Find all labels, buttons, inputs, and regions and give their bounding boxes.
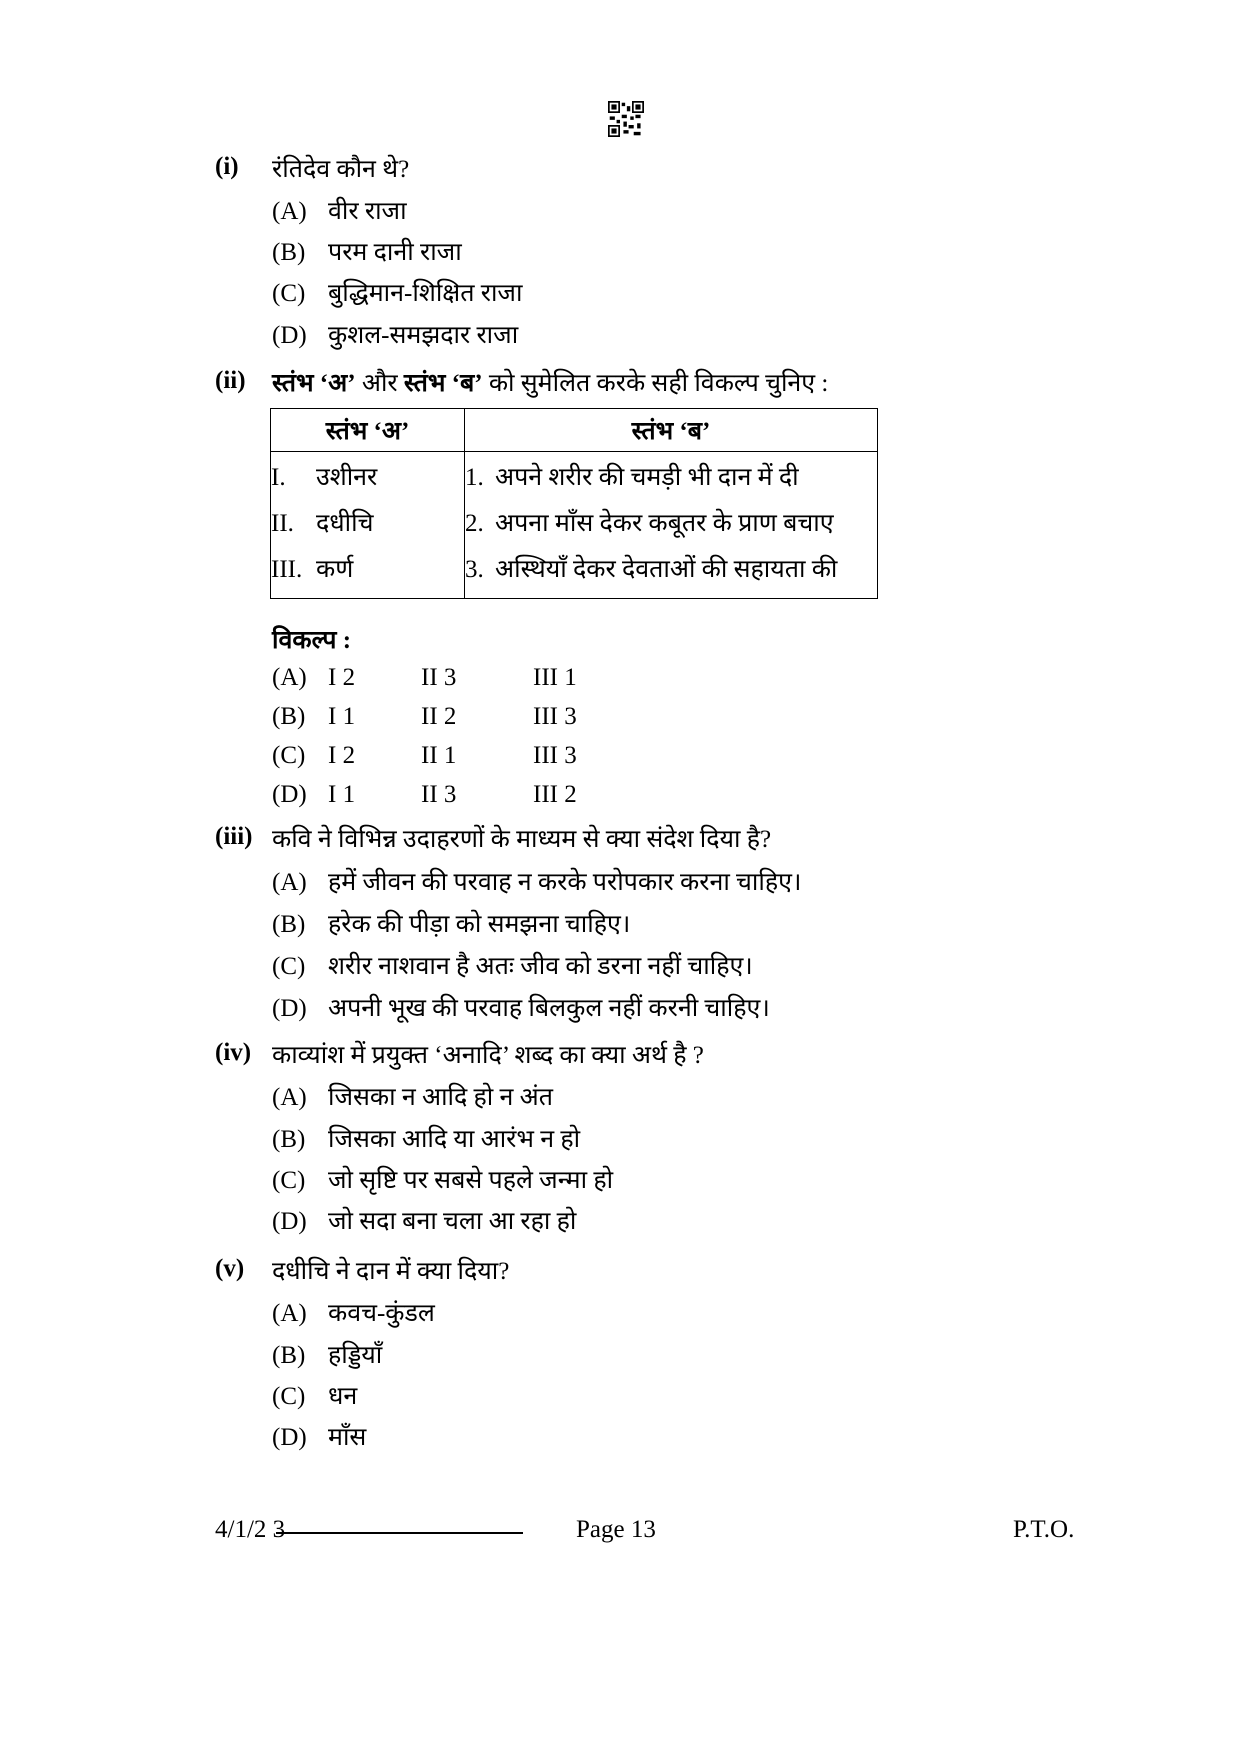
option	[272, 1337, 382, 1371]
option	[272, 742, 577, 770]
question-text	[272, 365, 828, 399]
question-number: (v)	[215, 1255, 245, 1282]
match-table	[270, 408, 878, 599]
option-label: (C)	[272, 1167, 306, 1194]
column-a-row	[271, 504, 464, 550]
option	[272, 948, 753, 982]
text-fragment: को सुमेलित करके सही विकल्प चुनिए :	[482, 370, 829, 397]
option-text: परम दानी राजा	[328, 239, 462, 266]
option-label: (A)	[272, 1300, 307, 1327]
option-text: कवच-कुंडल	[328, 1300, 435, 1327]
row-text: दधीचि	[316, 510, 374, 537]
option-label: (D)	[272, 1208, 307, 1235]
option-label: (C)	[272, 280, 306, 307]
option-part: II 3	[421, 664, 457, 691]
option	[272, 234, 462, 268]
option-text: जो सृष्टि पर सबसे पहले जन्मा हो	[328, 1167, 614, 1194]
option	[272, 1295, 435, 1329]
option-text: वीर राजा	[328, 198, 407, 225]
question-number: (iii)	[215, 823, 253, 850]
option	[272, 703, 577, 731]
row-number: 3.	[465, 556, 484, 583]
option-text: जिसका न आदि हो न अंत	[328, 1084, 554, 1111]
option-label: (B)	[272, 703, 306, 730]
option	[272, 1121, 580, 1155]
option-text: कुशल-समझदार राजा	[328, 322, 519, 349]
option	[272, 1419, 366, 1453]
option	[272, 193, 407, 227]
option-label: (D)	[272, 781, 307, 808]
option-label: (D)	[272, 322, 307, 349]
question-number: (ii)	[215, 367, 246, 394]
qr-code-icon	[608, 101, 644, 137]
row-number: 1.	[465, 464, 484, 491]
option-label: (A)	[272, 869, 307, 896]
column-b-ref: स्तंभ ‘ब’	[403, 370, 483, 397]
option-text: हड्डियाँ	[328, 1342, 383, 1369]
option-label: (C)	[272, 1383, 306, 1410]
option	[272, 1378, 357, 1412]
paper-code: 4/1/2 3	[215, 1516, 286, 1543]
column-a-row	[271, 458, 464, 504]
question-text: रंतिदेव कौन थे?	[272, 156, 410, 183]
question-text: दधीचि ने दान में क्या दिया?	[272, 1258, 510, 1285]
column-b-cell	[465, 452, 878, 599]
option-part: II 2	[421, 703, 457, 730]
option-label: (B)	[272, 239, 306, 266]
text-fragment: और	[355, 370, 404, 397]
option-part: III 3	[533, 703, 577, 730]
column-b-row	[465, 458, 877, 504]
pto-label: P.T.O.	[1013, 1516, 1075, 1543]
column-b-header: स्तंभ ‘ब’	[465, 409, 878, 452]
column-a-row	[271, 550, 464, 596]
option	[272, 317, 518, 351]
option-text: धन	[328, 1383, 358, 1410]
option-part: III 2	[533, 781, 577, 808]
option-text: माँस	[328, 1424, 367, 1451]
option	[272, 1079, 553, 1113]
option-text: बुद्धिमान-शिक्षित राजा	[328, 280, 523, 307]
row-number: I.	[271, 464, 286, 491]
option-part: I 1	[328, 781, 356, 808]
option	[272, 1162, 613, 1196]
option-part: III 3	[533, 742, 577, 769]
question-number: (iv)	[215, 1039, 252, 1066]
option-label: (A)	[272, 1084, 307, 1111]
option-part: III 1	[533, 664, 577, 691]
row-number: 2.	[465, 510, 484, 537]
option-part: II 1	[421, 742, 457, 769]
column-a-header: स्तंभ ‘अ’	[271, 409, 465, 452]
option-label: (B)	[272, 911, 306, 938]
option-part: I 2	[328, 742, 356, 769]
options-heading: विकल्प :	[272, 627, 352, 654]
option-label: (A)	[272, 664, 307, 691]
option-text: जो सदा बना चला आ रहा हो	[328, 1208, 577, 1235]
question-number: (i)	[215, 153, 239, 180]
row-text: अस्थियाँ देकर देवताओं की सहायता की	[495, 556, 838, 583]
option-part: II 3	[421, 781, 457, 808]
option-label: (A)	[272, 198, 307, 225]
page-number: Page 13	[576, 1516, 656, 1543]
column-a-ref: स्तंभ ‘अ’	[272, 370, 356, 397]
option-part: I 1	[328, 703, 356, 730]
row-number: II.	[271, 510, 294, 537]
option	[272, 990, 770, 1024]
option-label: (C)	[272, 953, 306, 980]
footer-divider	[276, 1532, 523, 1534]
option-label: (B)	[272, 1342, 306, 1369]
column-b-row	[465, 504, 877, 550]
option-label: (D)	[272, 995, 307, 1022]
question-text: कवि ने विभिन्न उदाहरणों के माध्यम से क्या संदेश दिया है?	[272, 826, 772, 853]
option	[272, 906, 630, 940]
option-label: (C)	[272, 742, 306, 769]
option-label: (D)	[272, 1424, 307, 1451]
row-text: कर्ण	[316, 556, 354, 583]
row-number: III.	[271, 556, 303, 583]
option-label: (B)	[272, 1126, 306, 1153]
row-text: उशीनर	[316, 464, 378, 491]
option-part: I 2	[328, 664, 356, 691]
option-text: अपनी भूख की परवाह बिलकुल नहीं करनी चाहिए।	[328, 995, 770, 1022]
option	[272, 1203, 576, 1237]
option	[272, 275, 522, 309]
option-text: हमें जीवन की परवाह न करके परोपकार करना चाहिए।	[328, 869, 802, 896]
option	[272, 864, 801, 898]
option-text: जिसका आदि या आरंभ न हो	[328, 1126, 581, 1153]
row-text: अपना माँस देकर कबूतर के प्राण बचाए	[495, 510, 834, 537]
column-b-row	[465, 550, 877, 596]
question-text: काव्यांश में प्रयुक्त ‘अनादि’ शब्द का क्या अर्थ है ?	[272, 1042, 704, 1069]
column-a-cell	[271, 452, 465, 599]
row-text: अपने शरीर की चमड़ी भी दान में दी	[495, 464, 799, 491]
option-text: हरेक की पीड़ा को समझना चाहिए।	[328, 911, 631, 938]
option	[272, 664, 577, 692]
option-text: शरीर नाशवान है अतः जीव को डरना नहीं चाहिए।	[328, 953, 753, 980]
option	[272, 781, 577, 809]
